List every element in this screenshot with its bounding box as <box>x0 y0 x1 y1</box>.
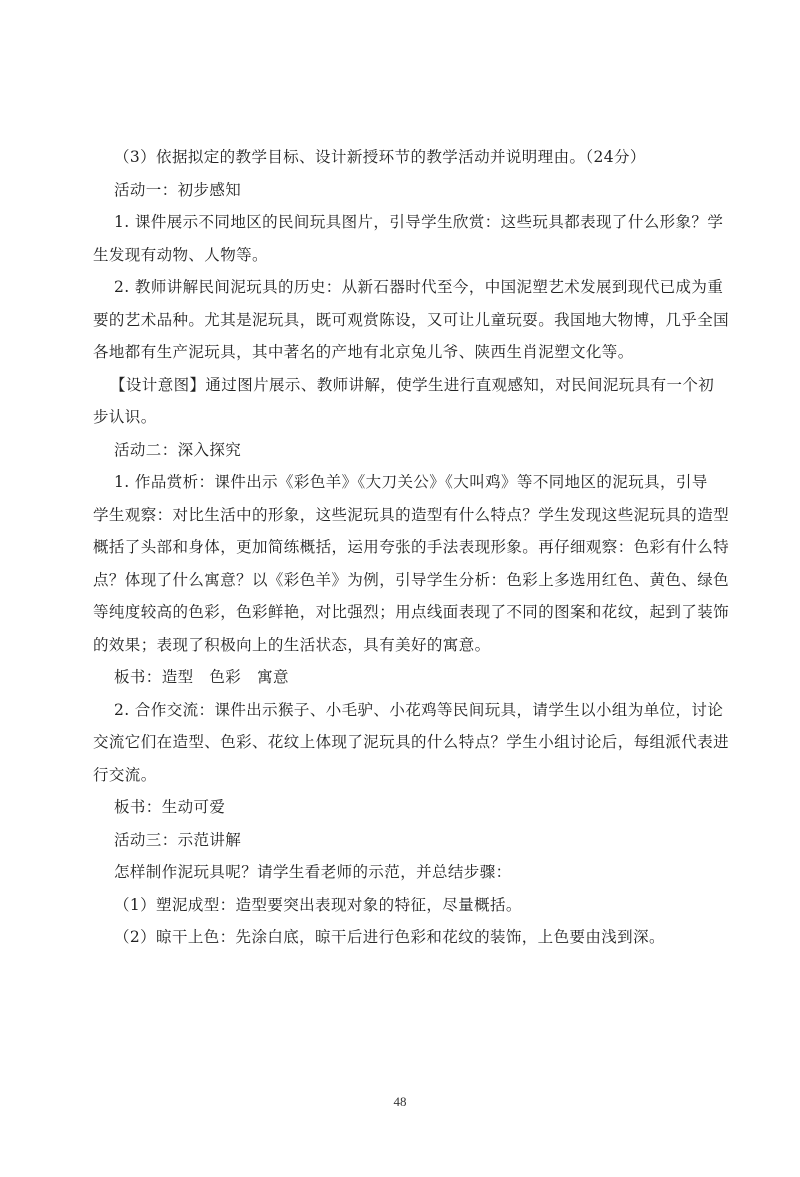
paragraph-line: 怎样制作泥玩具呢？请学生看老师的示范，并总结步骤： <box>114 863 512 881</box>
step-item: （1）塑泥成型：造型要突出表现对象的特征，尽量概括。 <box>114 895 522 914</box>
paragraph-line: 点？体现了什么寓意？以《彩色羊》为例，引导学生分析：色彩上多选用红色、黄色、绿色 <box>93 570 730 589</box>
blackboard-note: 板书：造型 色彩 寓意 <box>114 668 289 686</box>
paragraph-line: 1. 课件展示不同地区的民间玩具图片，引导学生欣赏：这些玩具都表现了什么形象？学 <box>114 213 724 231</box>
design-intent-line: 步认识。 <box>93 408 157 426</box>
paragraph-line: 行交流。 <box>93 765 157 784</box>
blackboard-note: 板书：生动可爱 <box>114 798 226 816</box>
page-number: 48 <box>393 1094 407 1109</box>
paragraph-line: 1. 作品赏析：课件出示《彩色羊》《大刀关公》《大叫鸡》等不同地区的泥玩具，引导 <box>114 473 708 491</box>
document-body <box>93 141 730 954</box>
paragraph-line: 交流它们在造型、色彩、花纹上体现了泥玩具的什么特点？学生小组讨论后，每组派代表进 <box>93 733 730 751</box>
paragraph-line: 的效果；表现了积极向上的生活状态，具有美好的寓意。 <box>93 635 491 654</box>
paragraph-line: 概括了头部和身体，更加简练概括，运用夸张的手法表现形象。再仔细观察：色彩有什么特 <box>93 538 730 556</box>
paragraph-line: 2. 合作交流：课件出示猴子、小毛驴、小花鸡等民间玩具，请学生以小组为单位，讨论 <box>114 700 724 719</box>
paragraph-line: 各地都有生产泥玩具，其中著名的产地有北京兔儿爷、陕西生肖泥塑文化等。 <box>93 343 634 361</box>
paragraph-line: 学生观察：对比生活中的形象，这些泥玩具的造型有什么特点？学生发现这些泥玩具的造型 <box>93 505 730 524</box>
step-item: （2）晾干上色：先涂白底，晾干后进行色彩和花纹的装饰，上色要由浅到深。 <box>114 928 665 946</box>
design-intent-line: 【设计意图】通过图片展示、教师讲解，使学生进行直观感知，对民间泥玩具有一个初 <box>110 375 715 394</box>
paragraph-line: 要的艺术品种。尤其是泥玩具，既可观赏陈设，又可让儿童玩耍。我国地大物博，几乎全国 <box>93 310 730 329</box>
paragraph-line: 等纯度较高的色彩，色彩鲜艳，对比强烈；用点线面表现了不同的图案和花纹，起到了装饰 <box>93 603 730 621</box>
activity-1-heading: 活动一：初步感知 <box>114 180 242 199</box>
paragraph-line: 2. 教师讲解民间泥玩具的历史：从新石器时代至今，中国泥塑艺术发展到现代已成为重 <box>114 278 724 296</box>
paragraph-line: 生发现有动物、人物等。 <box>93 245 268 264</box>
question-heading: （3）依据拟定的教学目标、设计新授环节的教学活动并说明理由。（24分） <box>114 148 646 166</box>
activity-3-heading: 活动三：示范讲解 <box>114 830 242 849</box>
activity-2-heading: 活动二：深入探究 <box>114 440 242 459</box>
